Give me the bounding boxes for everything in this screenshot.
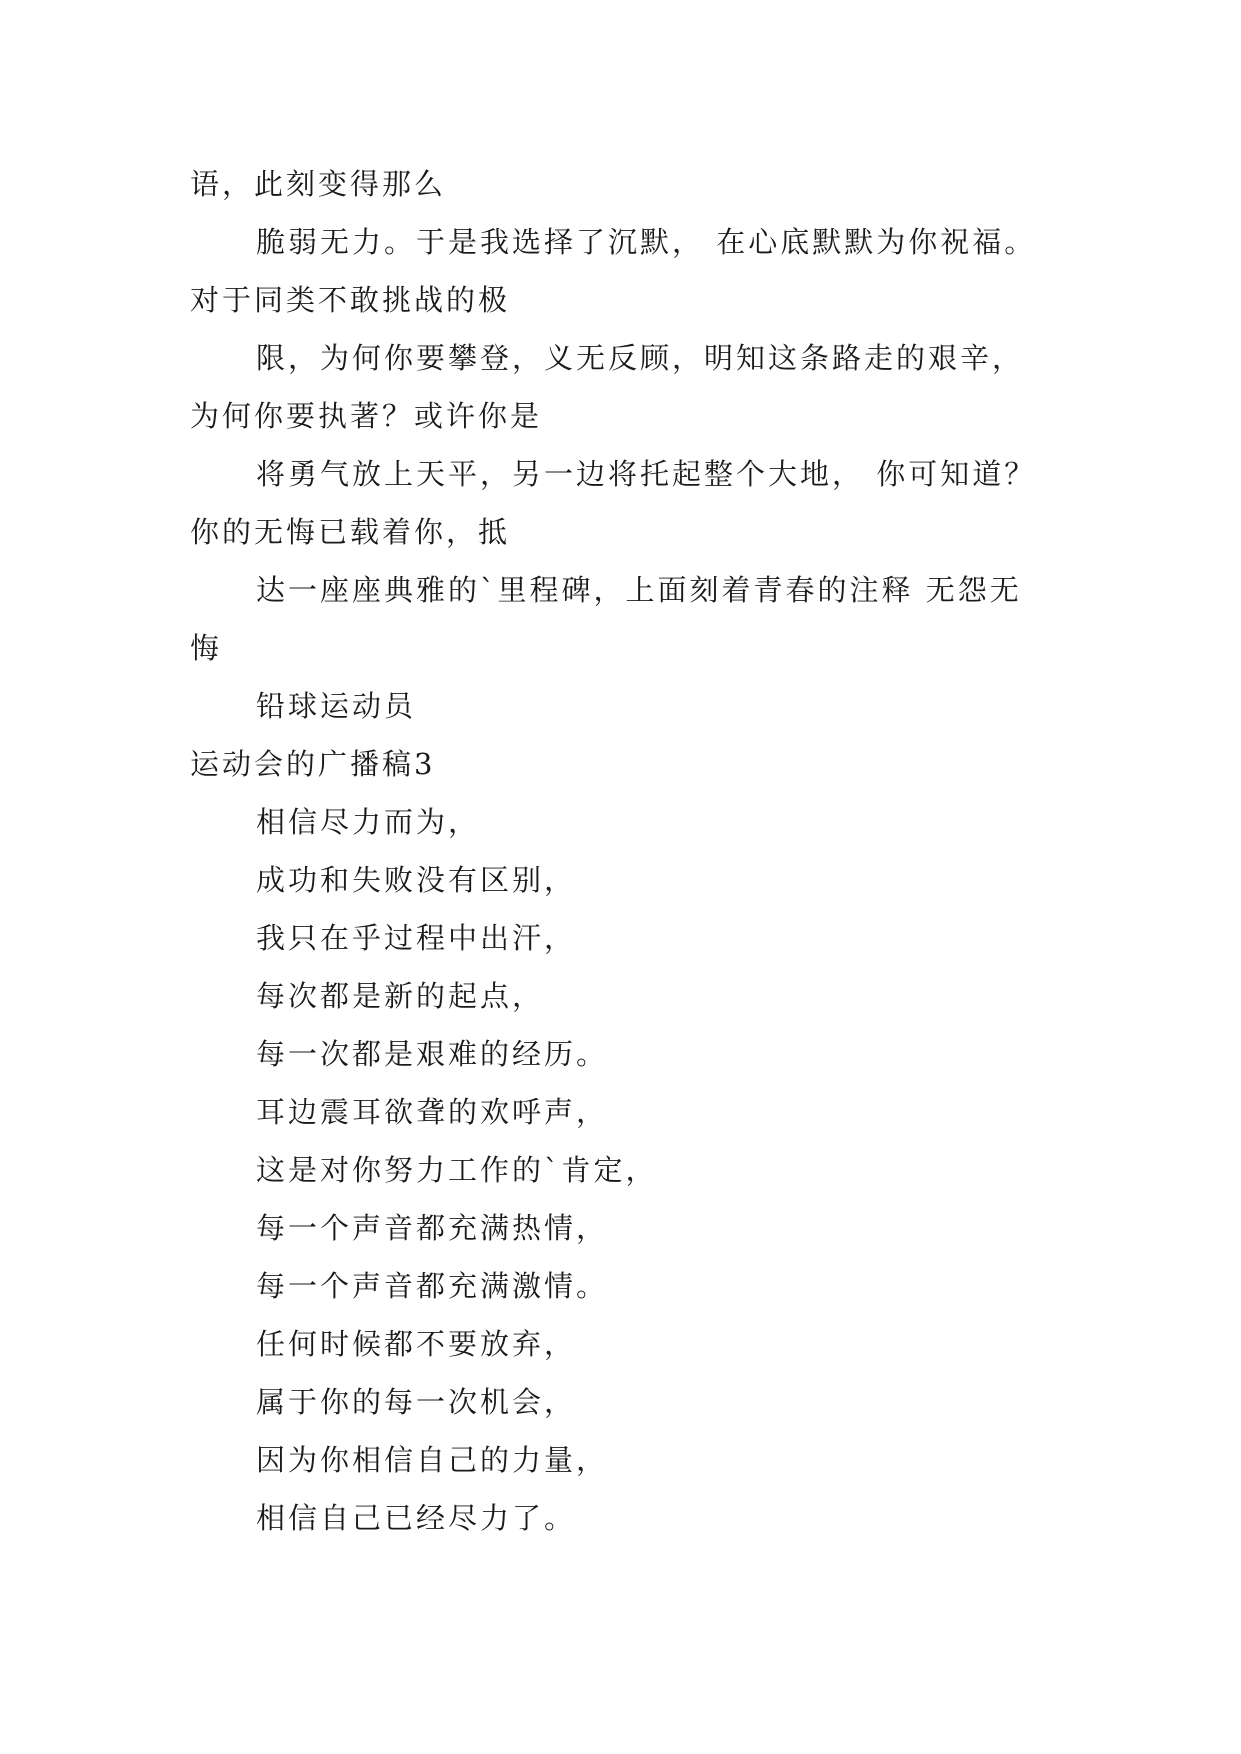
text-line: 每一个声音都充满激情。 [256,1269,609,1303]
text-line: 对于同类不敢挑战的极 [190,283,511,317]
text-line: 属于你的每一次机会， [256,1385,577,1419]
text-line: 因为你相信自己的力量， [256,1443,609,1477]
text-line: 这是对你努力工作的`肯定， [256,1153,658,1187]
text-line: 铅球运动员 [256,689,417,723]
section-heading: 运动会的广播稿3 [190,747,436,781]
text-line: 达一座座典雅的`里程碑，上面刻着青春的注释 无怨无 [256,573,1022,607]
text-line: 语，此刻变得那么 [190,167,447,201]
text-line: 限，为何你要攀登，义无反顾，明知这条路走的艰辛， [256,341,1025,375]
text-line: 将勇气放上天平，另一边将托起整个大地， 你可知道？ [256,457,1037,491]
text-line: 脆弱无力。于是我选择了沉默， 在心底默默为你祝福。 [256,225,1037,259]
text-line: 相信尽力而为， [256,805,481,839]
text-line: 相信自己已经尽力了。 [256,1501,577,1535]
text-line: 为何你要执著？或许你是 [190,399,543,433]
text-line: 任何时候都不要放弃， [256,1327,577,1361]
text-line: 每一次都是艰难的经历。 [256,1037,609,1071]
text-line: 每次都是新的起点， [256,979,545,1013]
text-line: 悔 [190,631,223,665]
text-line: 你的无悔已载着你，抵 [190,515,511,549]
text-line: 成功和失败没有区别， [256,863,577,897]
text-line: 我只在乎过程中出汗， [256,921,577,955]
text-line: 每一个声音都充满热情， [256,1211,609,1245]
text-line: 耳边震耳欲聋的欢呼声， [256,1095,609,1129]
